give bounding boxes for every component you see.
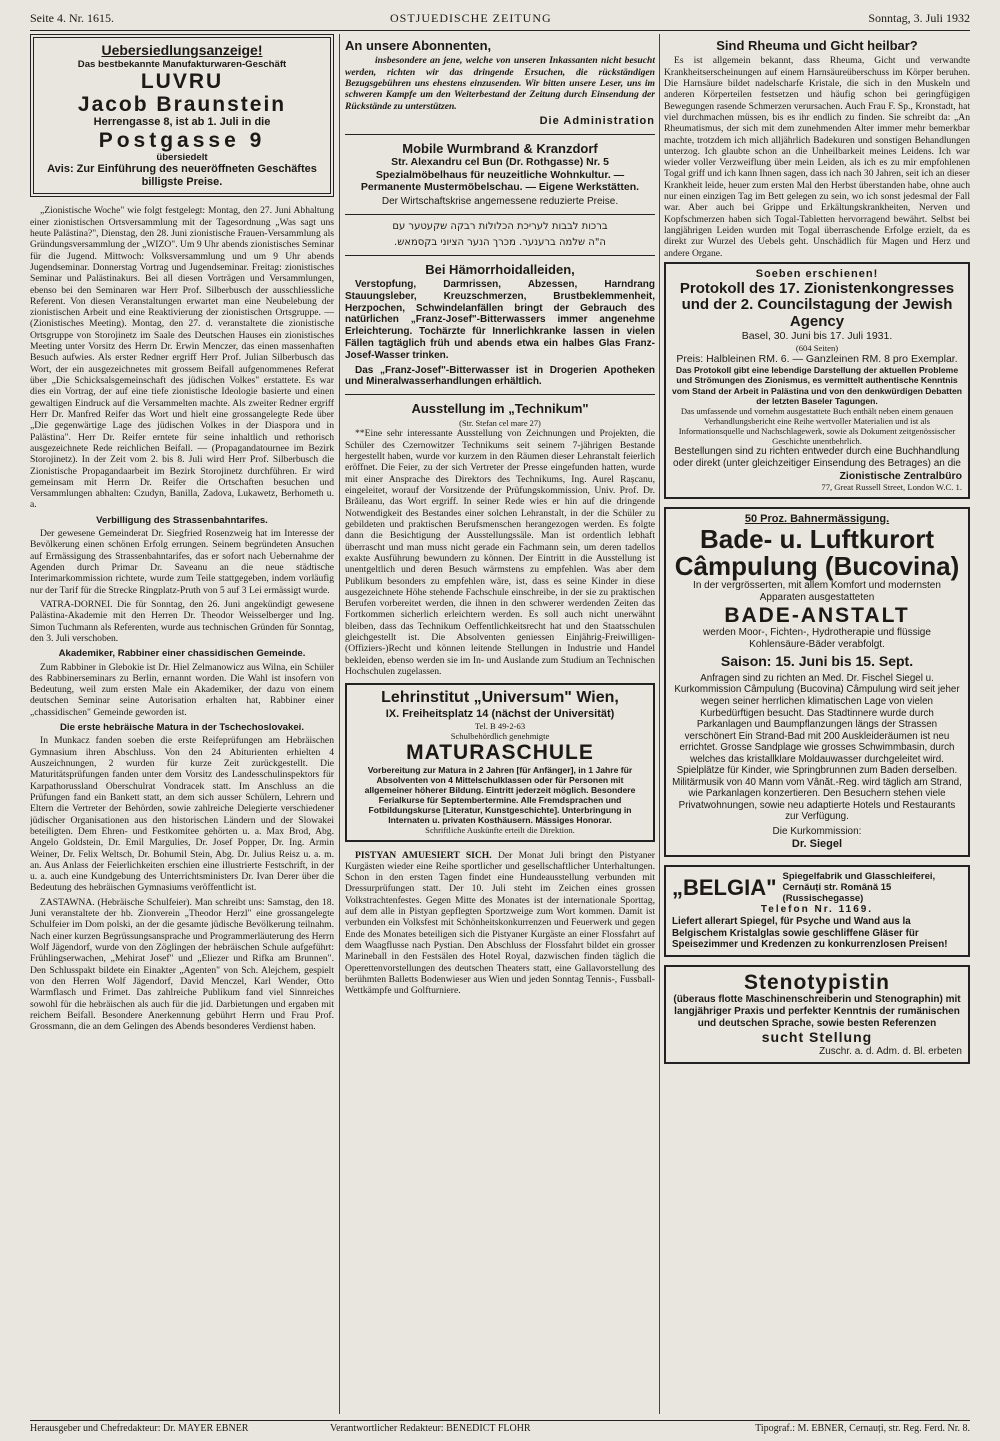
ad-universum-text: Vorbereitung zur Matura in 2 Jahren [für Anfänger], in 1 Jahre für Absolventen von 4 Mittelschulklassen oder für Personen mit allgemeiner höherer Bildung. Eintritt jederzeit möglich. Besondere Ferialkurse für Septembertermine. Alle Fremdsprachen und Fotbildungskurse [Literatur, Kunstgeschichte]. Unterbringung in Internaten u. privaten Kosthäusern. Mässiges Honorar. xyxy=(364,764,636,826)
ad-campulung-line: werden Moor-, Fichten-, Hydrotherapie und flüssige Kohlensäure-Bäder verabfolgt. xyxy=(703,626,931,650)
ad-protokoll xyxy=(664,262,970,499)
headline-rheuma: Sind Rheuma und Gicht heilbar? xyxy=(716,38,918,53)
article-pistyan: Der Monat Juli bringt den Pistyaner Kurgästen wieder eine Reihe sportlicher und gesellschaftlicher Unterhaltungen. Schon in den ersten Tagen findet eine Hundeausstellung verbunden mit Dressurprüfungen statt. Der 10. Juli steht im Zeichen eines grossen Volkstrachtenfestes. Gegen Mitte des Monates ist der internationale Sporttag, auf dem alle in Pistyan gepflegten Sportzweige zum Wort kommen. Damit ist verbunden ein Volksfest mit Schönheitskonkurrenzen und Feuerwerk und gegen Ende des Monates beteiligen sich die Pistyaner Kurgäste an einer Flossfahrt auf dem Waagflusse nach Pystian. Den Abschluss der Flossfahrt bildet ein grosser Marineball in den Festsälen des Hotel Royal, dazwischen finden täglich die Operettenvorstellungen des deutschen Theaters statt, eine Gallavorstellung des berühmten Balletts Bodenwieser aus Wien und jeden Sonntag Tennis-, Fussball-Wettkämpfe und Golfturniere. xyxy=(345,849,655,997)
ad-universum-maturaschule: MATURASCHULE xyxy=(406,741,594,765)
ad-universum-address: IX. Freiheitsplatz 14 (nächst der Universität) xyxy=(385,708,615,721)
notice-abonnenten-text: insbesondere an jene, welche von unseren Inkassanten nicht besucht werden, richten wir das dringende Ersuchen, die rückständigen Bezugsgebühren uns ehestens einzusenden. Wir bitten unsere Leser, uns im schweren Kampfe um den Weiterbestand der Zeitung durch Einsendung der Rückstände zu unterstützen. xyxy=(345,55,655,112)
issue-date: Sonntag, 3. Juli 1932 xyxy=(868,11,970,25)
ad-protokoll-text: Das Protokoll gibt eine lebendige Darstellung der aktuellen Probleme und Strömungen des Zionismus, es vermittelt authentische Kenntnis vom Stand der Arbeit in Palästina und von den denkwürdigen Debatten der letzten Baseler Tagungen. xyxy=(672,365,962,406)
article-matura: In Munkacz fanden soeben die erste Reifeprüfungen am Hebräischen Gymnasium ihren Abschluss. Von den 24 Abiturienten erhielten 4 Auszeichnungen, 2 wurden für kurze Zeit zurückgestellt. Die Maturitätsprüfungen fanden unter dem Vorsitz des Landesschulinspektors für Karpathorussland Oberschulrat Vondracek statt. Im Anschluss an die Prüfungen fand ein Bankett statt, an dem sich ausser Schülern, Lehrern und Eltern die Vertreter der Behörden, sowie zahlreiche Delegierte verschiedener jüdischer Organisationen aus den historischen Ländern und der Slowakei beteiligten. Dem Ehren- und Festkomitee gehörten u. a. Max Brod, Abg. Angelo Goldstein, Dr. Emil Margulies, Dr. Josef Popper, Dr. Ing. Armin Weiner, Dr. Felix Weltsch, Dr. Bohumil Stein, Abg. Dr. Julius Reisz u. a. m. an. Aus Anlass der Feierlichkeiten erschien eine illustrierte Festschrift, in der u. a. auch eine Kundgebung des Unterrichtsministers Dr. Ivan Derer über die Bedeutung des hebräischen Gymnasiums veröffentlicht ist. xyxy=(30,735,334,894)
hebrew-greeting-1: ברכות לבבות לעריכת הכלולות רבקה שקעטער עם xyxy=(392,221,608,233)
headline-technikum: Ausstellung im „Technikum" xyxy=(411,401,589,417)
ad-braunstein-newaddress: Postgasse 9 xyxy=(98,128,266,152)
ad-stenotypistin-end: Zuschr. a. d. Adm. d. Bl. erbeten xyxy=(819,1045,962,1057)
ad-protokoll-price: Preis: Halbleinen RM. 6. — Ganzleinen RM. 8 pro Exemplar. xyxy=(676,352,958,365)
ad-campulung-text: Anfragen sind zu richten an Med. Dr. Fischel Siegel u. Kurkommission Câmpulung (Bucovina) Câmpulung wird seit jeher wegen seiner herrlichen klimatischen Lage von vielen Kurbedürftigen besucht. Das Stadtinnere wurde durch Parkanlagen und Baumpflanzungen längs der Strassen verschönert Ein Strand-Bad mit 200 Auskleideräumen ist neu errichtet. Grosse Sandplage wie grosses Schwimmbasin, durch welches das kristallklare Moldauwasser durchgeleitet wird. Spielplätze für Kinder, wie Springbrunnen zum Baden derselben. Militärmusik von 40 Mann vom Vânăt.-Reg. wird täglich am Strand, wie Parkanlagen konzertieren. Den Besuchern stehen viele Privatwohnungen, sowie neu adaptierte Hotels und Restaurants zur Verfügung. xyxy=(672,672,962,823)
ad-protokoll-pages: (604 Seiten) xyxy=(795,342,839,353)
column-left xyxy=(30,34,334,1412)
ad-braunstein-brand: LUVRU xyxy=(140,69,224,93)
ad-belgia-line1: Spiegelfabrik und Glasschleiferei, Cernăuți str. Română 15 (Russischegasse) xyxy=(782,870,936,905)
ad-franz-josef-text2: Das „Franz-Josef"-Bitterwasser ist in Drogerien Apotheken und Mineralwasserhandlungen erhältlich. xyxy=(345,364,655,388)
ad-universum-phone: Tel. B 49-2-63 xyxy=(474,721,526,732)
article-technikum: **Eine sehr interessante Ausstellung von Zeichnungen und Projekten, die Schüler des Czernowitzer Technikums seit seinem 7-jährigen Bestande hergestellt haben, wurde vor kurzem in den Räumen dieser Lehranstalt feierlich eröffnet. Die Feier, zu der sich Vertreter der Presse eingefunden hatten, wurde mit einer Ansprache des Direktors des Technikums, Ing. Aurel Rașcanu, eingeleitet, worauf der Vorsitzende der Prüfungskommission, Univ. Prof. Dr. Brăileanu, das Wort ergriff. In seiner Rede wies er hin auf die dringende Notwendigkeit des Bestandes einer solchen Lehranstalt, in der die Schüler zu gebildeten und praktischen Berufsmenschen herangezogen werden. Es folgte dann die Besichtigung der Ausstellungssäle. Man ist ordentlich lebhaft überrascht und man muss nicht gerade ein Fachmann sein, um deren tadellos exakte Ausführung bewundern zu können. Der Eintritt in die Ausstellung ist unentgeltlich und deren Besuch wärmstens zu empfehlen. Was aber dem Publikum besonders zu empfehlen wäre, ist, dass es seine Kinder in diese ausgezeichnete Höhe stehende Fachschule einschreibe, in der sie zu praktischen Berufen vorbereitet werden, die ihnen in den schwerer werdenden Zeiten das Fortkommen sicherlich erleichtern werden. Es soll auch nicht unerwähnt bleiben, dass das Technikum Oeffentlichkeitsrecht hat und den Staatsschulen gleichgestellt ist. Die Absolventen geniessen Einjährig-Freiwilligen-(Offiziers-)Recht und können leitende Stellungen in Industrie und Handel bekleiden, ebenso werden sie im In- und Auslande zum Studium an Technischen Hochschulen zugelassen. xyxy=(345,428,655,677)
newspaper-title: OSTJUEDISCHE ZEITUNG xyxy=(390,11,552,25)
article-rheuma: Es ist allgemein bekannt, dass Rheuma, Gicht und verwandte Krankheitserscheinungen auf einem Harnsäureüberschuss im Körper beruhen. Die Harnsäure bildet nadelscharfe Kristale, die sich in den Muskeln und anderen Körperteilen festsetzen und häufig schon bei geringfügigen Bewegungen rasende Schmerzen verursachen. Auch Frau F. Sp., Kronstadt, hat viel durchmachen müssen, bis es ihr endlich zu finden. Sie schreibt da: „An Rheumatismus, der sich mit dem zunehmenden Alter immer mehr bemerkbar machte, trotzdem ich mich alljährlich Badekuren und sonstigen Behandlungen unterzog. Ich glaubte schon an die Unheilbarkeit meines Leidens. Ich war wieder voller Verzweiflung über mein Leiden, als ich es zu mir empfohlenen Togal griff und ich kann Ihnen sagen, dass ich nach 30 Jahren, seit ich an dieser Krankheit leide, heuer zum ersten Mal den Herbst überstanden habe, ohne auch nur einen einzigen Tag im Bett gelegen zu sein, wo ich sonst jedesmal der Fall war. Aber auch bei Grippe und Erkältungskrankheiten, Nerven und Kopfschmerzen haben sich Togal-Tabletten hervorragend bewährt. Selbst bei langjährigen Leiden wurden mit Togal überraschende Erfolge erzielt, da es direkt zur Wurzel des Uebels geht. Unschädlich für Magen und Herz und andere Organe. xyxy=(664,55,970,259)
ad-campulung-season: Saison: 15. Juni bis 15. Sept. xyxy=(720,653,914,670)
page-number: Seite 4. Nr. 1615. xyxy=(30,11,114,25)
ad-braunstein-line6: übersiedelt xyxy=(156,152,208,164)
ad-belgia-phone: Telefon Nr. 1169. xyxy=(760,904,874,916)
ad-protokoll-order: Bestellungen sind zu richten entweder durch eine Buchhandlung oder direkt (unter gleichzeitiger Einsendung des Betrages) an die xyxy=(673,446,961,470)
ad-protokoll-title: Protokoll des 17. Zionistenkongresses und der 2. Councilstagung der Jewish Agency xyxy=(679,279,955,330)
article-zastawna: ZASTAWNA. (Hebräische Schulfeier). Man schreibt uns: Samstag, den 18. Juni veranstaltete der hb. Zionverein „Theodor Herzl" eine grossangelegte Schulfeier im Dom polski, an der die gesamte jüdische Bevölkerung teilnahm. Nach einer kurzen Begrüssungsansprache und Programmerläuterung des Herrn Wolf Jägendorf, wurde von den Zöglingen der hebräischen Schule aufgeführt: Frühlingserwachen, „Mehirat Josef" und „Eliezer und Rifka am Brunnen". Den Schlusspakt bildete ein Einakter „Agenten" von Sch. Alejchem, gespielt von den Herren Wolf Jägendorf, David Menczel, Karl Wender, Otto Warmflasch und Frimet. Das zahlreiche Publikum fand viel Sinnreiches sowohl für die hebräischen als auch für die jid. Darbietungen und ergaben mit reichem Beifall. Besondere Anerkennung gebührt Herrn und Frau Prof. Grossmann, die an dem Gelingen des Abends besonderes Verdienst haben. xyxy=(30,896,334,1033)
ad-franz-josef xyxy=(345,262,655,389)
ad-protokoll-text2: Das umfassende und vornehm ausgestattete Buch enthält neben einem genauen Verhandlungsbericht eine Reihe wertvoller Materialien und ist als Informationsquelle und Nachschlagewerk, sowie als Dokument zeitgenössischer Geschichte unentbehrlich. xyxy=(678,405,956,447)
headline-strassenbahn: Verbilligung des Strassenbahntarifes. xyxy=(96,514,268,526)
hebrew-greeting-2: ה"ה שלמה ברענער. מכרך הנער הציוני בקסמאש. xyxy=(394,236,606,248)
ad-braunstein-name: Jacob Braunstein xyxy=(77,92,287,116)
ad-protokoll-addr: 77, Great Russell Street, London W.C. 1. xyxy=(821,482,962,493)
ad-stenotypistin-big: sucht Stellung xyxy=(761,1029,873,1046)
ad-universum-sub: Schulbehördlich genehmigte xyxy=(450,731,550,742)
column-right xyxy=(664,34,970,1412)
ad-protokoll-sig: Zionistische Zentralbüro xyxy=(839,470,962,483)
footer-editor: Verantwortlicher Redakteur: BENEDICT FLOHR xyxy=(330,1423,531,1434)
page-header xyxy=(30,6,970,31)
ad-stenotypistin xyxy=(664,965,970,1064)
ad-franz-josef-text: Verstopfung, Darmrissen, Abzessen, Harndrang Stauungsleber, Kreuzschmerzen, Brustbeklemmenheit, Herzpochen, Schwindelanfällen bringt der Gebrauch des natürlichen „Franz-Josef"-Bitterwassers immer angenehme Erleichterung. Tochärzte für Innerlichkranke lassen in vielen Fällen tagtäglich früh und abends etwa ein halbes Glas Franz-Josef-Wasser trinken. xyxy=(345,279,655,361)
ad-braunstein-line1: Das bestbekannte Manufakturwaren-Geschäft xyxy=(77,58,287,70)
ad-protokoll-top: Soeben erschienen! xyxy=(755,267,879,280)
ad-wurmbrand-title: Mobile Wurmbrand & Kranzdorf xyxy=(402,140,598,156)
ad-belgia-logo: „BELGIA" xyxy=(672,875,777,901)
ad-universum-end: Schriftliche Auskünfte erteilt die Direktion. xyxy=(425,825,575,836)
ad-campulung-sig1: Die Kurkommission: xyxy=(772,826,862,838)
ad-universum xyxy=(345,683,655,841)
article-zion-week: „Zionistische Woche" wie folgt festgelegt: Montag, den 27. Juni Abhaltung einer zionistischen Ortsversammlung mit der Tagesordnung „Was sagt uns heute Palästina?", Dienstag, den 28. Juni zionistische Frauen-Versammlung als Gründungsversammlung der „WIZO". Um 9 Uhr abends zionistisches Seminar für die Jugend. Mittwoch: Volksversammlung und um 9 Uhr abends Jugendseminar. Donnerstag Vortrag und Jugendseminar. Freitag: zionistisches Seminar und Palästinakurs. Bei all diesen Vorträgen und Versammlungen, ebenso bei den Seminaren war Herr Prof. Silberbusch der ausschliessliche Referent. Von diesen Veranstaltungen erwartet man eine Neubelebung der zionistischen Arbeit und eine Reaktivierung der zionistischen Ortsgruppe. — (Zionistisches Meeting). Montag, den 27. d. veranstaltete die zionistische Ortsgruppe von Storojinetz im Saale des Deutschen Hauses ein zionistisches Meeting unter Vorsitz des Herrn Dr. Erwin Menczer, das einen massenhaften Besuch aufwies. Als erster Redner ergriff Herr Prof. Julian Silberbusch das Wort, der ein ausgezeichnetes mit grossem Beifall aufgenommenes Referat über „Die Schicksalsgemeinschaft des jüdischen Volkes" erstattete. Es war dies ein Vortrag, der auf eine tiefe zionistische Ideologie basierte und einen gewaltigen Eindruck auf die Versammelten machte. Als zweiter Redner ergriff Herr Dr. Manfred Reifer das Wort und hielt eine grossangelegte Rede über „Die gegenwärtige Lage des jüdischen Volkes in der Diaspora und in Palästina". Herr Dr. Reifer erntete für seine inhaltlich und rethorisch ausgezeichnete Rede reichlichen Beifall. — (Propagandatournee im Bezirk Storojinetz). In der Zeit vom 2. bis 8. Juli wird Herr Prof. Silberbusch die Zionistische Propagandaarbeit im Bezirk Storojinetz durchführen. Er wird gemeinsam mit Herrn Dr. Reifer die Ortschaften besuchen und Versammlungen abhalten: Czudyn, Banilla, Zadova, Lukawetz, Berhometh u. a. xyxy=(30,205,334,511)
ad-belgia-text: Liefert allerart Spiegel, für Psyche und Wand aus la Belgischem Kristalglas sowie geschliffene Gläser für Speisezimmer und Kredenzen zu konkurrenzlosen Preisen! xyxy=(672,916,948,951)
ad-stenotypistin-text: (überaus flotte Maschinenschreiberin und Stenographin) mit langjähriger Praxis und perfekter Kenntnis der rumänischen und deutschen Sprache, sowie besten Referenzen xyxy=(673,993,961,1029)
ad-wurmbrand-note: Der Wirtschaftskrise angemessene reduzierte Preise. xyxy=(381,196,619,208)
ad-campulung-sig2: Dr. Siegel xyxy=(791,837,843,850)
ad-wurmbrand-text: Str. Alexandru cel Bun (Dr. Rothgasse) Nr. 5 Spezialmöbelhaus für neuzeitliche Wohnkultur. — Permanente Mustermöbelschau. — Eigene Werkstätten. xyxy=(360,156,640,193)
footer-publisher: Herausgeber und Chefredakteur: Dr. MAYER EBNER xyxy=(30,1423,249,1434)
notice-abonnenten-signature: Die Administration xyxy=(539,114,655,127)
article-strassenbahn: Der gewesene Gemeinderat Dr. Siegfried Rosenzweig hat im Interesse der Bevölkerung einen schönen Erfolg errungen. Seinem begründeten Ansuchen auf Ermässigung des Strassenbahntarifes, das er sofort nach Uebernahme der Agenden durch Primar Dr. Saveanu an die neue städtische Interimarkommission richtete, wurde zum Teile stattgegeben, indem vorläufig nur der Tarif für die Strecke Ringplatz-Pruth von 5 auf 3 Lei ermässigt wurde. xyxy=(30,528,334,596)
ad-campulung-sub: In der vergrösserten, mit allem Komfort und modernsten Apparaten ausgestatteten xyxy=(693,580,941,603)
article-rabbiner: Zum Rabbiner in Glebokie ist Dr. Hiel Zelmanowicz aus Wilna, ein Schüler des Rabbinerseminars zu Berlin, ernannt worden. Die Wahl ist insofern von Bedeutung, weil zum ersten Male ein Akademiker, der dazu von einem deutschen Seminar seine Autorisation erhalten hat, Rabbiner einer „chassidischen" Gemeinde geworden ist. xyxy=(30,661,334,718)
headline-rabbiner: Akademiker, Rabbiner einer chassidischen Gemeinde. xyxy=(58,648,306,660)
page-footer xyxy=(30,1420,970,1434)
headline-pistyan: PISTYAN AMUESIERT SICH. xyxy=(355,849,492,861)
ad-protokoll-date: Basel, 30. Juni bis 17. Juli 1931. xyxy=(741,330,893,343)
ad-campulung xyxy=(664,507,970,857)
footer-printer: Tipograf.: M. EBNER, Cernauți, str. Reg. Ferd. Nr. 8. xyxy=(755,1423,970,1434)
column-divider-2 xyxy=(659,34,660,1414)
ad-universum-title: Lehrinstitut „Universum" Wien, xyxy=(381,689,619,707)
ad-stenotypistin-title: Stenotypistin xyxy=(743,970,890,994)
ad-braunstein-title: Uebersiedlungsanzeige! xyxy=(101,42,263,58)
article-vatra-dornei: VATRA-DORNEI. Die für Sonntag, den 26. Juni angekündigt gewesene Palästina-Akademie mit den Herren Dr. Theodor Weisselberger und Ing. Simon Tuchmann als Referenten, wurde aus technischen Gründen für Sonntag, den 3. Juli verschoben. xyxy=(30,598,334,644)
ad-campulung-title: Bade- u. Luftkurort Câmpulung (Bucovina) xyxy=(674,523,960,581)
headline-matura: Die erste hebräische Matura in der Tschechoslovakei. xyxy=(59,722,305,734)
technikum-address: (Str. Stefan cel mare 27) xyxy=(459,418,541,428)
ad-belgia xyxy=(664,865,970,957)
ad-braunstein-avis: Avis: Zur Einführung des neueröffneten Geschäftes billigste Preise. xyxy=(47,163,317,189)
column-middle xyxy=(345,34,655,1412)
ad-wurmbrand xyxy=(345,141,655,208)
ad-braunstein-address: Herrengasse 8, ist ab 1. Juli in die xyxy=(93,116,271,129)
column-divider-1 xyxy=(339,34,340,1414)
notice-abonnenten xyxy=(345,38,655,128)
ad-campulung-top: 50 Proz. Bahnermässigung. xyxy=(744,512,890,525)
ad-franz-josef-title: Bei Hämorrhoidalleiden, xyxy=(425,261,575,277)
ad-braunstein xyxy=(30,34,334,197)
ad-campulung-badeanstalt: BADE-ANSTALT xyxy=(724,603,910,627)
notice-abonnenten-title: An unsere Abonnenten, xyxy=(345,38,492,53)
